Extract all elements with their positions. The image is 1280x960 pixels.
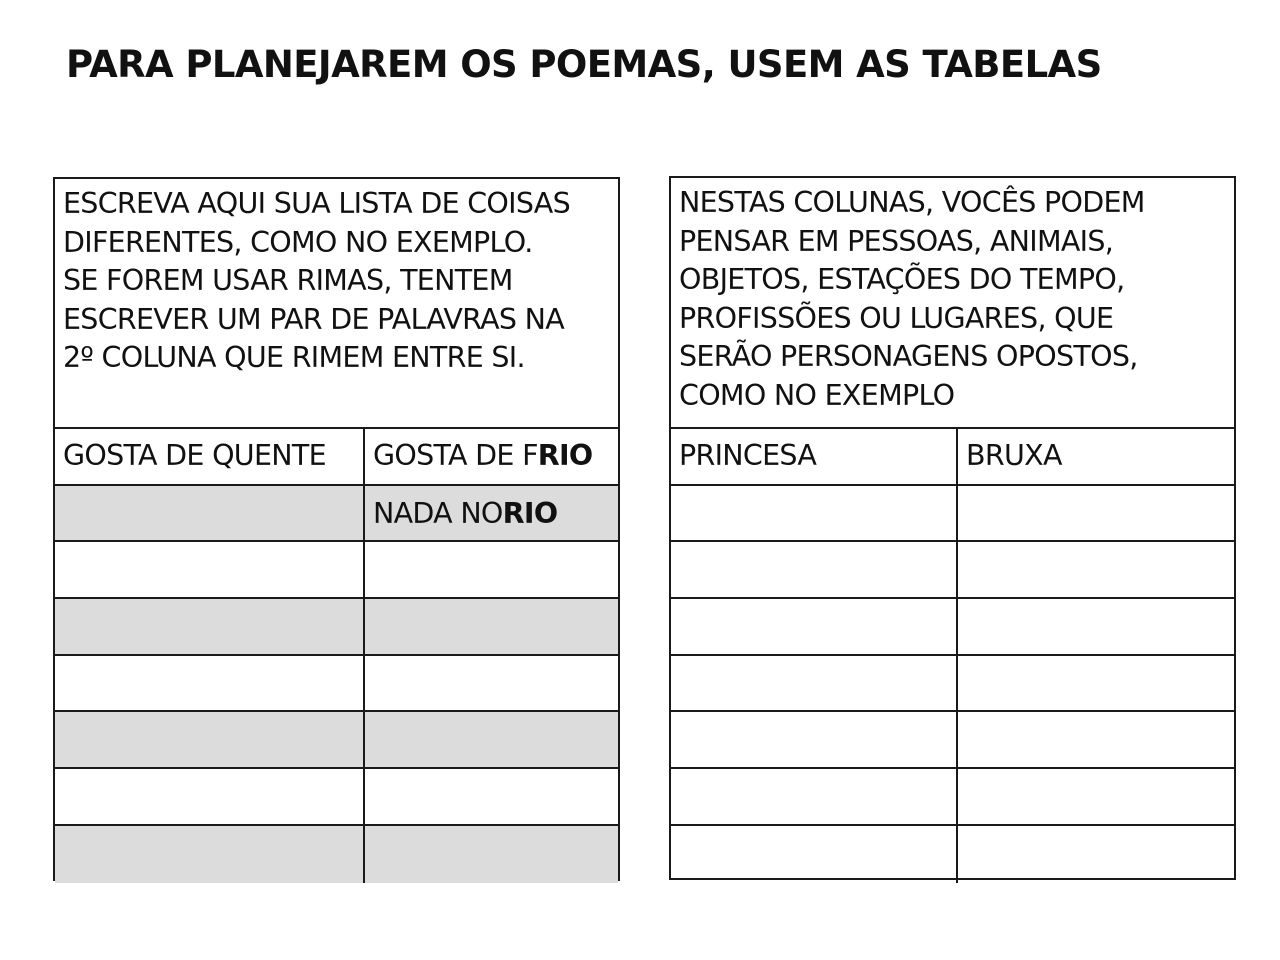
empty-cell[interactable] xyxy=(671,712,958,767)
example-col2-rhyme-text: RIO xyxy=(502,496,558,530)
rhyme-table-header-row xyxy=(55,429,618,486)
empty-cell[interactable] xyxy=(671,599,958,654)
empty-cell[interactable] xyxy=(365,542,618,597)
empty-cell[interactable] xyxy=(55,542,365,597)
table-row xyxy=(55,542,618,599)
empty-cell[interactable] xyxy=(958,486,1234,541)
empty-cell[interactable] xyxy=(365,599,618,654)
rhyme-table-instructions: ESCREVA AQUI SUA LISTA DE COISAS DIFERENTES, COMO NO EXEMPLO. SE FOREM USAR RIMAS, TENTEM ESCREVER UM PAR DE PALAVRAS NA 2º COLUNA QUE RIMEM ENTRE SI. xyxy=(55,179,618,429)
table-row xyxy=(671,599,1234,656)
rhyme-table-header-col2 xyxy=(365,429,618,484)
empty-cell[interactable] xyxy=(55,826,365,883)
empty-cell[interactable] xyxy=(365,826,618,883)
empty-cell[interactable] xyxy=(958,826,1234,883)
opposites-planning-table xyxy=(669,176,1236,880)
opposites-table-instructions: NESTAS COLUNAS, VOCÊS PODEM PENSAR EM PESSOAS, ANIMAIS, OBJETOS, ESTAÇÕES DO TEMPO, PROFISSÕES OU LUGARES, QUE SERÃO PERSONAGENS OPOSTOS, COMO NO EXEMPLO xyxy=(671,178,1234,429)
rhyme-table-example-row xyxy=(55,486,618,543)
table-row xyxy=(671,712,1234,769)
example-row-col2 xyxy=(365,486,618,541)
example-row-col1[interactable] xyxy=(55,486,365,541)
page-title: PARA PLANEJAREM OS POEMAS, USEM AS TABELAS xyxy=(66,43,1102,86)
rhyme-table-header-col1: GOSTA DE QUENTE xyxy=(55,429,365,484)
empty-cell[interactable] xyxy=(365,656,618,711)
empty-cell[interactable] xyxy=(958,656,1234,711)
table-row xyxy=(671,486,1234,543)
empty-cell[interactable] xyxy=(55,769,365,824)
empty-cell[interactable] xyxy=(671,826,958,883)
empty-cell[interactable] xyxy=(958,769,1234,824)
table-row xyxy=(671,826,1234,883)
empty-cell[interactable] xyxy=(365,712,618,767)
empty-cell[interactable] xyxy=(365,769,618,824)
table-row xyxy=(55,712,618,769)
empty-cell[interactable] xyxy=(55,712,365,767)
opposites-table-header-row xyxy=(671,429,1234,486)
rhyme-planning-table xyxy=(53,177,620,881)
table-row xyxy=(55,599,618,656)
empty-cell[interactable] xyxy=(55,656,365,711)
empty-cell[interactable] xyxy=(671,486,958,541)
table-row xyxy=(55,826,618,883)
header-col2-plain-text: GOSTA DE F xyxy=(373,438,538,472)
header-col2-rhyme-text: RIO xyxy=(537,438,593,472)
empty-cell[interactable] xyxy=(958,542,1234,597)
table-row xyxy=(55,769,618,826)
empty-cell[interactable] xyxy=(55,599,365,654)
empty-cell[interactable] xyxy=(671,769,958,824)
empty-cell[interactable] xyxy=(958,599,1234,654)
empty-cell[interactable] xyxy=(671,542,958,597)
opposites-table-header-col2: BRUXA xyxy=(966,438,1062,472)
opposites-table-header-col1: PRINCESA xyxy=(671,429,958,484)
empty-cell[interactable] xyxy=(958,712,1234,767)
empty-cell[interactable] xyxy=(671,656,958,711)
example-col2-plain-text: NADA NO xyxy=(373,496,503,530)
table-row xyxy=(671,542,1234,599)
table-row xyxy=(671,769,1234,826)
table-row xyxy=(55,656,618,713)
table-row xyxy=(671,656,1234,713)
